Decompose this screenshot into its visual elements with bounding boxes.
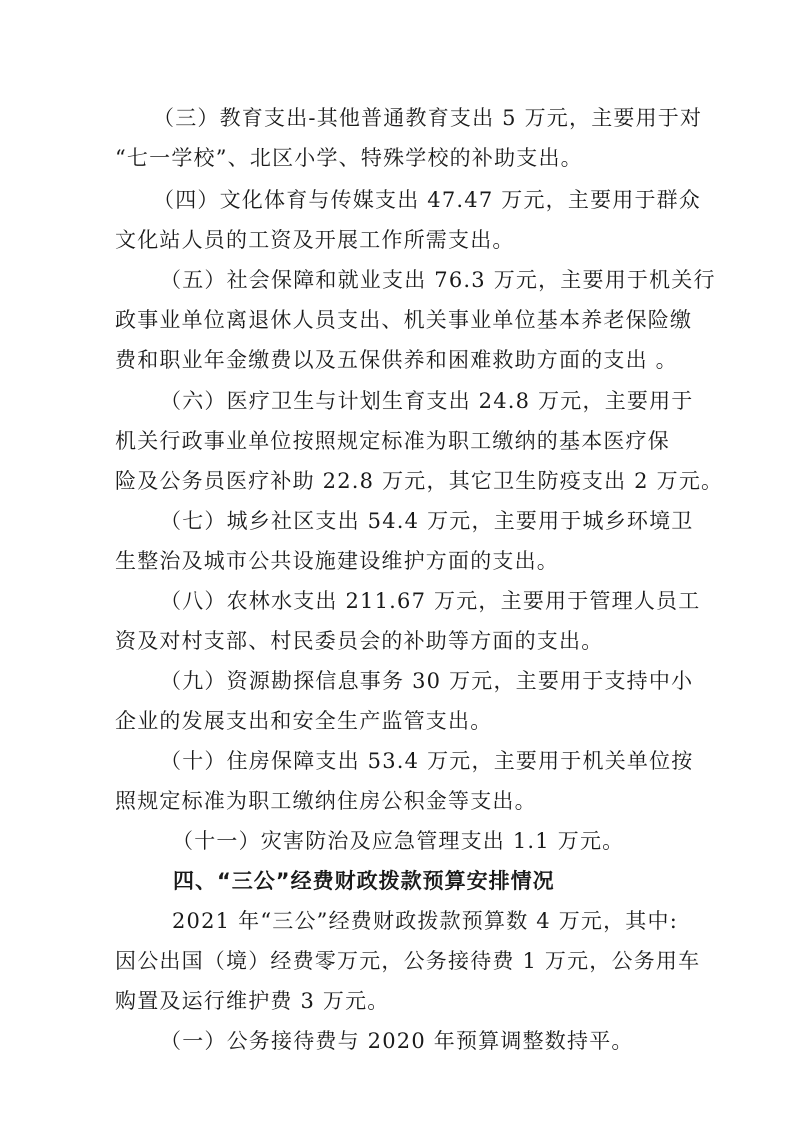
section-heading-three-public: 四、“三公”经费财政拨款预算安排情况 bbox=[173, 869, 555, 893]
paragraph-social-security-line-3: 费和职业年金缴费以及五保供养和困难救助方面的支出 。 bbox=[115, 348, 678, 372]
paragraph-three-public-line-3: 购置及运行维护费 3 万元。 bbox=[115, 989, 390, 1013]
paragraph-agriculture-line-2: 资及对村支部、村民委员会的补助等方面的支出。 bbox=[115, 629, 604, 653]
paragraph-reception-expense: （一）公务接待费与 2020 年预算调整数持平。 bbox=[160, 1029, 634, 1053]
paragraph-health-line-1: （六）医疗卫生与计划生育支出 24.8 万元，主要用于 bbox=[160, 389, 694, 413]
paragraph-agriculture-line-1: （八）农林水支出 211.67 万元，主要用于管理人员工 bbox=[160, 589, 701, 613]
paragraph-community-line-1: （七）城乡社区支出 54.4 万元，主要用于城乡环境卫 bbox=[160, 509, 694, 533]
paragraph-health-line-2: 机关行政事业单位按照规定标准为职工缴纳的基本医疗保 bbox=[115, 429, 670, 453]
paragraph-resources-line-1: （九）资源勘探信息事务 30 万元，主要用于支持中小 bbox=[160, 669, 694, 693]
paragraph-housing-line-1: （十）住房保障支出 53.4 万元，主要用于机关单位按 bbox=[160, 749, 694, 773]
paragraph-three-public-line-2: 因公出国（境）经费零万元，公务接待费 1 万元，公务用车 bbox=[115, 949, 701, 973]
paragraph-disaster: （十一）灾害防治及应急管理支出 1.1 万元。 bbox=[172, 829, 625, 853]
paragraph-education-line-1: （三）教育支出-其他普通教育支出 5 万元，主要用于对 bbox=[153, 106, 703, 130]
paragraph-social-security-line-2: 政事业单位离退休人员支出、机关事业单位基本养老保险缴 bbox=[115, 308, 693, 332]
paragraph-community-line-2: 生整治及城市公共设施建设维护方面的支出。 bbox=[115, 549, 559, 573]
paragraph-education-line-2: “七一学校”、北区小学、特殊学校的补助支出。 bbox=[115, 146, 583, 170]
paragraph-health-line-3: 险及公务员医疗补助 22.8 万元，其它卫生防疫支出 2 万元。 bbox=[115, 469, 724, 493]
paragraph-culture-line-2: 文化站人员的工资及开展工作所需支出。 bbox=[115, 228, 515, 252]
paragraph-three-public-line-1: 2021 年“三公”经费财政拨款预算数 4 万元，其中: bbox=[172, 909, 678, 933]
paragraph-social-security-line-1: （五）社会保障和就业支出 76.3 万元，主要用于机关行 bbox=[160, 268, 716, 292]
paragraph-resources-line-2: 企业的发展支出和安全生产监管支出。 bbox=[115, 709, 493, 733]
paragraph-culture-line-1: （四）文化体育与传媒支出 47.47 万元，主要用于群众 bbox=[153, 188, 702, 212]
paragraph-housing-line-2: 照规定标准为职工缴纳住房公积金等支出。 bbox=[115, 789, 537, 813]
